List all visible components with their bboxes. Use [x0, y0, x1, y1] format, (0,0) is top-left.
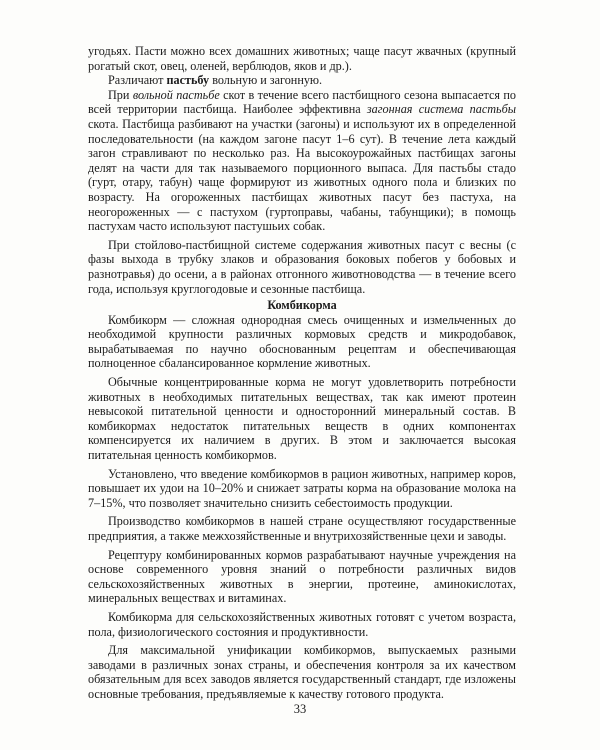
italic-term-paddock-system: загонная система пастьбы — [366, 102, 516, 117]
paragraph-definition: Комбикорм — сложная однородная смесь очищенных и измельченных до необходимой крупности различных кормовых средств и микродобавок, вырабатываемая по научно обоснованным рецептам и обеспечивающая полноценное сбалансированное кормление животных. — [88, 312, 516, 371]
section-heading: Комбикорма — [267, 298, 337, 313]
paragraph-preparation: Комбикорма для сельскохозяйственных животных готовят с учетом возраста, пола, физиологического состояния и продуктивности. — [88, 609, 516, 639]
paragraph-nutrition: Обычные концентрированные корма не могут удовлетворить потребности животных в необходимых питательных веществах, так как имеют протеин невысокой питательной ценности и односторонний минеральный состав. В комбикормах недостаток питательных веществ в одних компонентах компенсируется их наличием в других. В этом и заключается высокая питательная ценность комбикормов. — [88, 375, 516, 463]
paragraph-pasture-types — [88, 73, 516, 88]
paragraph-text: вольную и загонную. — [209, 73, 323, 88]
paragraph-production: Производство комбикормов в нашей стране осуществляют государственные предприятия, а также межхозяйственные и внутрихозяйственные цехи и заводы. — [88, 514, 516, 543]
paragraph-text: При — [108, 87, 133, 102]
paragraph-recipes: Рецептуру комбинированных кормов разрабатывают научные учреждения на основе современного уровня знаний о потребности различных видов сельскохозяйственных животных в энергии, протеине, аминокислотах, минеральных веществах и витаминах. — [88, 547, 516, 606]
paragraph-standard: Для максимальной унификации комбикормов, выпускаемых разными заводами в различных зонах страны, и обеспечения контроля за их качеством обязательным для всех заводов является государственный стандарт, где изложены основные требования, предъявляемые к качеству готового продукта. — [88, 643, 516, 701]
paragraph-text: Различают — [108, 73, 167, 88]
page-number: 33 — [293, 702, 307, 716]
bold-term-pasture: пастьбу — [166, 73, 210, 88]
paragraph-yield: Установлено, что введение комбикормов в рацион животных, например коров, повышает их удои на 10–20% и снижает затраты корма на образование молока на 7–15%, что позволяет значительно снизить себестоимость продукции. — [88, 466, 516, 510]
paragraph-text: скота. Пастбища разбивают на участки (загоны) и используют их в определенной последовательности (на каждом загоне пасут 1–6 сут). В течение лета каждый загон стравливают по несколько раз. На высокоурожайных пастбищах загоны делят на части для так называемого порционного выпаса. Для пастьбы стадо (гурт, отару, табун) чаще формируют из животных одного пола и близких по возрасту. На огороженных пастбищах животных пасут без пастуха, на неогороженных — с пастухом (гуртоправы, чабаны, табунщики); в помощь пастухам часто используют пастушьих собак. — [88, 116, 516, 234]
paragraph-text: скот в течение всего пастбищного сезона выпасается по всей территории пастбища. Наиболее эффективна — [88, 87, 516, 117]
paragraph-continuation: угодьях. Пасти можно всех домашних животных; чаще пасут жвачных (крупный рогатый скот, овец, оленей, верблюдов, яков и др.). — [88, 44, 516, 73]
paragraph-stall-pasture: При стойлово-пастбищной системе содержания животных пасут с весны (с фазы выхода в трубку злаков и образования боковых побегов у бобовых и разнотравья) до осени, а в районах отгонного животноводства — в течение всего года, используя круглогодовые и сезонные пастбища. — [88, 237, 516, 296]
italic-term-free-grazing: вольной пастьбе — [132, 87, 220, 102]
paragraph-free-grazing — [88, 88, 516, 234]
body-text — [88, 44, 516, 702]
